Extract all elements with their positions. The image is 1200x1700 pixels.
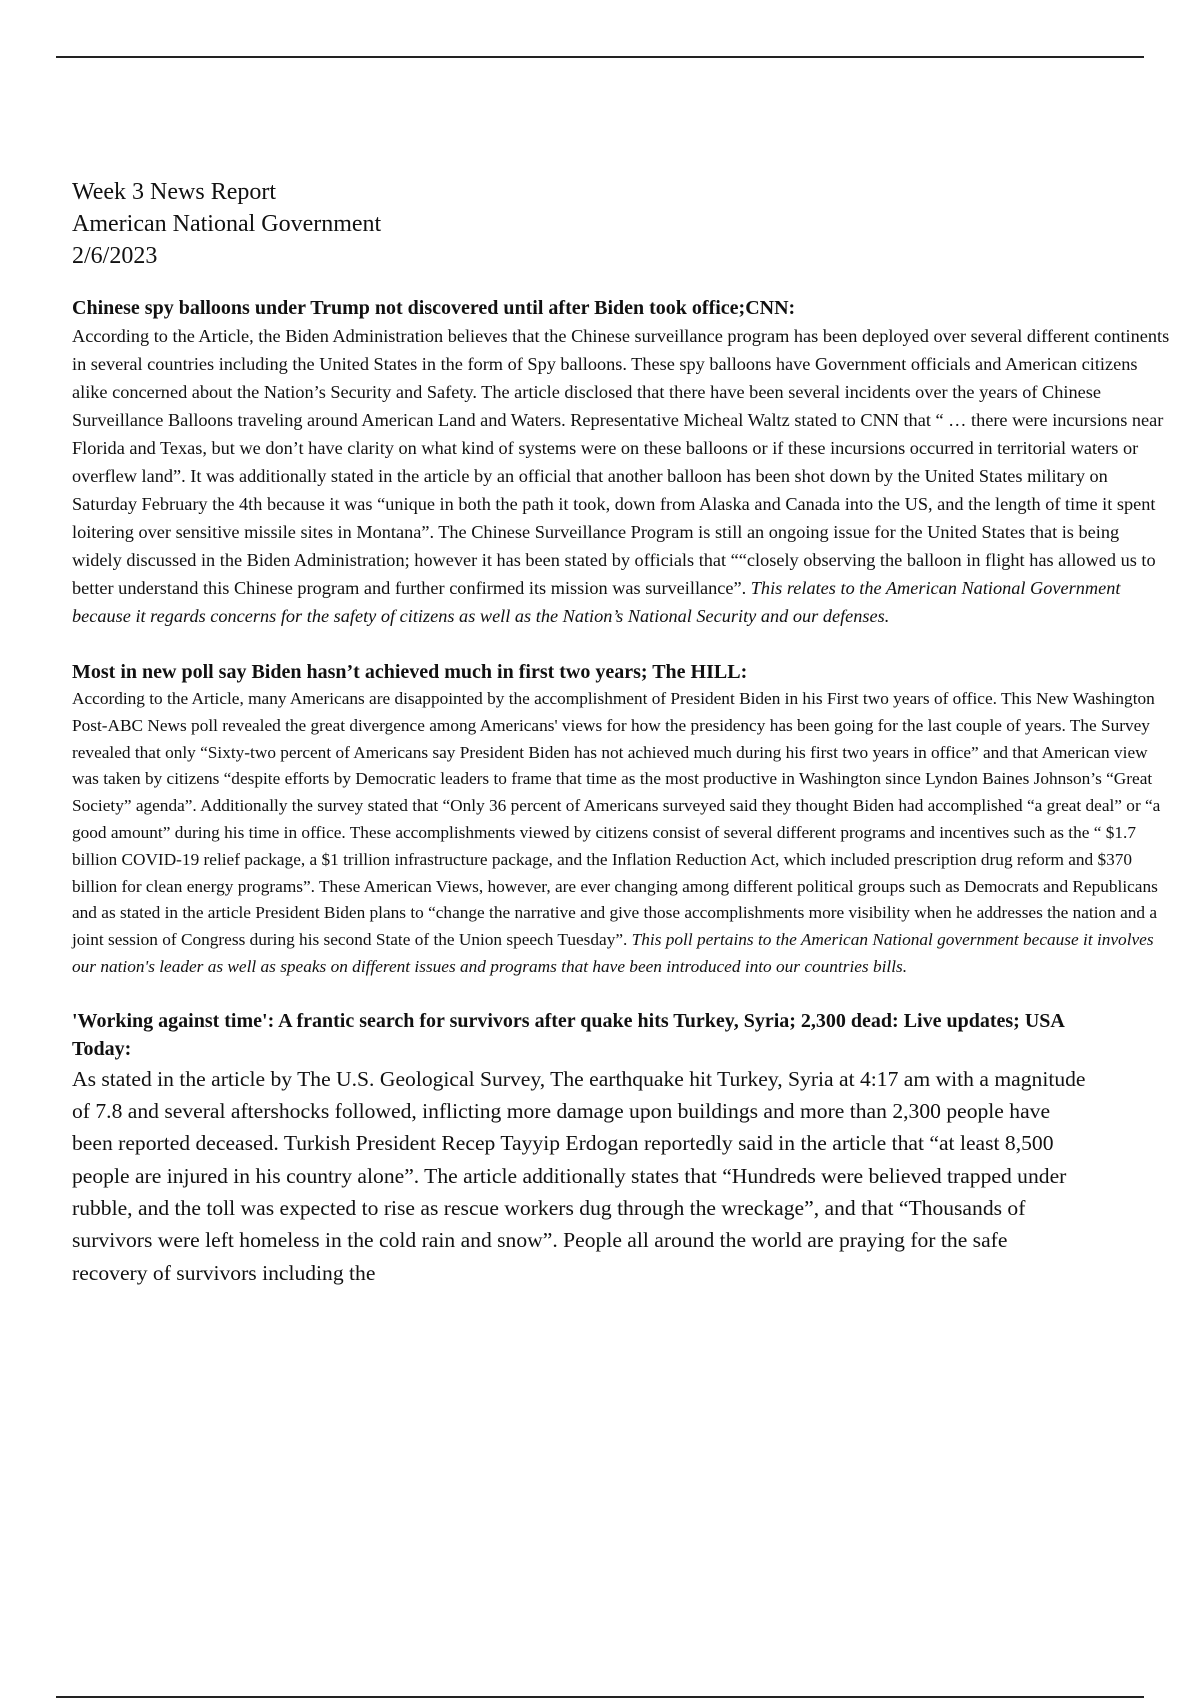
article-section-cnn — [72, 294, 1172, 630]
section-title: 'Working against time': A frantic search for survivors after quake hits Turkey, Syria; 2,300 dead: Live updates; USA Today: — [72, 1009, 1064, 1060]
relevance-statement: This poll pertains to the American National government because it involves our nation's leader as well as speaks on different issues and programs that have been introduced into our countries bills. — [72, 930, 1154, 976]
article-section-usa-today — [72, 1007, 1172, 1289]
article-section-hill — [72, 658, 1172, 981]
document-header — [72, 176, 1172, 272]
section-title: Chinese spy balloons under Trump not discovered until after Biden took office;CNN: — [72, 297, 796, 319]
bottom-rule — [56, 1696, 1144, 1698]
report-date: 2/6/2023 — [72, 243, 158, 269]
section-body — [72, 322, 1172, 630]
section-title: Most in new poll say Biden hasn’t achieved much in first two years; The HILL: — [72, 661, 748, 683]
section-body — [72, 1063, 1087, 1289]
body-text: As stated in the article by The U.S. Geological Survey, The earthquake hit Turkey, Syria at 4:17 am with a magnitude of 7.8 and several aftershocks followed, inflicting more damage upon buildings and more than 2,300 people have been reported deceased. Turkish President Recep Tayyip Erdogan reportedly said in the article that “at least 8,500 people are injured in his country alone”. The article additionally states that “Hundreds were believed trapped under rubble, and the toll was expected to rise as rescue workers dug through the wreckage”, and that “Thousands of survivors were left homeless in the cold rain and snow”. People all around the world are praying for the safe recovery of survivors including the — [72, 1066, 1086, 1285]
document-page — [72, 176, 1172, 1289]
relevance-statement: This relates to the American National Government because it regards concerns for the safety of citizens as well as the Nation’s National Security and our defenses. — [72, 578, 1121, 626]
section-body — [72, 686, 1172, 981]
body-text: According to the Article, the Biden Administration believes that the Chinese surveillance program has been deployed over several different continents in several countries including the United States in the form of Spy balloons. These spy balloons have Government officials and American citizens alike concerned about the Nation’s Security and Safety. The article disclosed that there have been several incidents over the years of Chinese Surveillance Balloons traveling around American Land and Waters. Representative Micheal Waltz stated to CNN that “ … there were incursions near Florida and Texas, but we don’t have clarity on what kind of systems were on these balloons or if these incursions occurred in territorial waters or overflew land”. It was additionally stated in the article by an official that another balloon has been shot down by the United States military on Saturday February the 4th because it was “unique in both the path it took, down from Alaska and Canada into the US, and the length of time it spent loitering over sensitive missile sites in Montana”. The Chinese Surveillance Program is still an ongoing issue for the United States that is being widely discussed in the Biden Administration; however it has been stated by officials that ““closely observing the balloon in flight has allowed us to better understand this Chinese program and further confirmed its mission was surveillance”. — [72, 326, 1170, 598]
body-text: According to the Article, many Americans are disappointed by the accomplishment of President Biden in his First two years of office. This New Washington Post-ABC News poll revealed the great divergence among Americans' views for how the presidency has been going for the last couple of years. The Survey revealed that only “Sixty-two percent of Americans say President Biden has not achieved much during his first two years in office” and that American view was taken by citizens “despite efforts by Democratic leaders to frame that time as the most productive in Washington since Lyndon Baines Johnson’s “Great Society” agenda”. Additionally the survey stated that “Only 36 percent of Americans surveyed said they thought Biden had accomplished “a great deal” or “a good amount” during his time in office. These accomplishments viewed by citizens consist of several different programs and incentives such as the “ $1.7 billion COVID-19 relief package, a $1 trillion infrastructure package, and the Inflation Reduction Act, which included prescription drug reform and $370 billion for clean energy programs”. These American Views, however, are ever changing among different political groups such as Democrats and Republicans and as stated in the article President Biden plans to “change the narrative and give those accomplishments more visibility when he addresses the nation and a joint session of Congress during his second State of the Union speech Tuesday”. — [72, 689, 1161, 950]
course-name: American National Government — [72, 211, 382, 237]
top-rule — [56, 56, 1144, 58]
report-title: Week 3 News Report — [72, 179, 277, 205]
